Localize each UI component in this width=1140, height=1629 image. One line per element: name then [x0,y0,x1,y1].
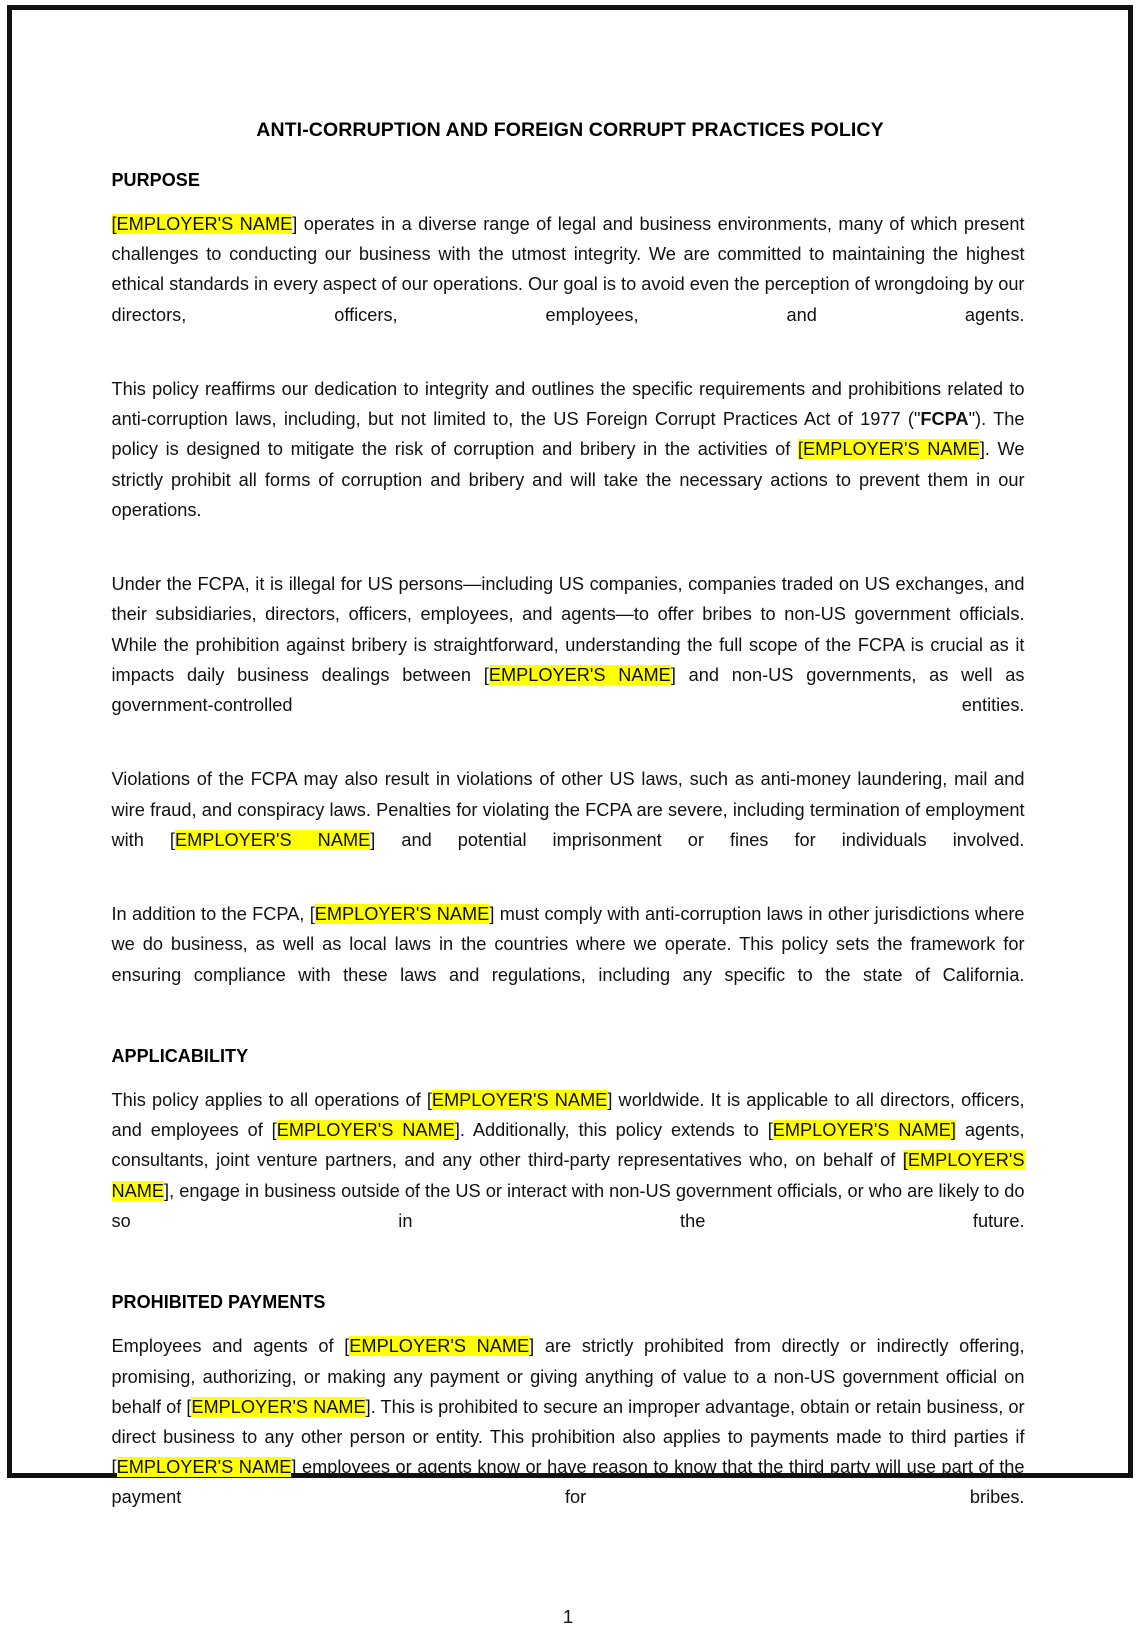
text-run: ] must comply with anti-corruption laws in other jurisdictions where we do business, as well as local laws in the countries where we operate. This policy sets the framework for ensuring compliance with these laws and regulations, including any specific to the state of California. [111,904,1025,985]
body-paragraph [112,750,1025,885]
employer-name-placeholder-highlight: EMPLOYER'S NAME [488,664,671,685]
document-page [12,10,1128,1627]
employer-name-placeholder-highlight: EMPLOYER'S NAME [314,904,490,925]
text-run: ] and non-US governments, as well as government-controlled entities. [111,664,1025,716]
body-paragraph [112,1071,1025,1266]
employer-name-placeholder-highlight: [EMPLOYER'S NAME [797,439,980,460]
employer-name-placeholder-highlight: [EMPLOYER'S NAME [111,1150,1025,1201]
page-title: ANTI-CORRUPTION AND FOREIGN CORRUPT PRACTICES POLICY [256,119,884,141]
text-run: ] operates in a diverse range of legal and business environments, many of which present challenges to conducting our business with the utmost integrity. We are committed to maintaining the highest ethical standards in every aspect of our operations. Our goal is to avoid even the perception of wrongdoing by our directors, officers, employees, and agents. [111,214,1025,325]
text-run: ] and potential imprisonment or fines for individuals involved. [370,829,1025,850]
body-paragraph [112,555,1025,750]
employer-name-placeholder-highlight: EMPLOYER'S NAME [191,1396,366,1417]
text-run: Under the FCPA, it is illegal for US persons—including US companies, companies traded on US exchanges, and their subsidiaries, directors, officers, employees, and agents—to offer bribes to non-US government officials. While the prohibition against bribery is straightforward, understanding the full scope of the FCPA is crucial as it impacts daily business dealings between [ [111,574,1025,685]
text-run: This policy reaffirms our dedication to integrity and outlines the specific requirements and prohibitions related to anti-corruption laws, including, but not limited to, the US Foreign Corrupt Practices Act of 1977 (" [111,379,1025,430]
text-run: ]. We strictly prohibit all forms of corruption and bribery and will take the necessary actions to prevent them in our operations. [111,439,1025,520]
text-run: ] worldwide. It is applicable to all directors, officers, and employees of [ [111,1090,1025,1141]
body-paragraph [112,885,1025,1020]
text-run: "). The policy is designed to mitigate the risk of corruption and bribery in the activities of [111,409,1025,460]
bold-term: FCPA [920,409,969,430]
text-run: ] employees or agents know or have reason to know that the third party will use part of the payment for bribes. [111,1457,1025,1508]
text-run: ] are strictly prohibited from directly or indirectly offering, promising, authorizing, or making any payment or giving anything of value to a non-US government official on behalf of [ [111,1336,1025,1417]
employer-name-placeholder-highlight: EMPLOYER'S NAME [431,1090,608,1111]
section-heading: PURPOSE [111,170,200,190]
text-run: In addition to the FCPA, [ [111,904,315,925]
text-run: ], engage in business outside of the US or interact with non-US government officials, or who are likely to do so in the future. [111,1180,1025,1231]
page-number: 1 [562,1605,574,1627]
employer-name-placeholder-highlight: [EMPLOYER'S NAME [111,214,293,234]
section-heading: PROHIBITED PAYMENTS [111,1292,326,1313]
text-run: Employees and agents of [ [111,1336,350,1357]
employer-name-placeholder-highlight: EMPLOYER'S NAME [174,829,371,850]
body-paragraph [112,1317,1025,1542]
body-paragraph [112,195,1025,360]
sections-container [112,144,1025,1543]
document-body [112,144,1025,1629]
section-heading: APPLICABILITY [111,1046,249,1067]
text-run: Violations of the FCPA may also result in violations of other US laws, such as anti-money laundering, mail and wire fraud, and conspiracy laws. Penalties for violating the FCPA are severe, including termination of employment with [ [111,769,1025,850]
text-run: ]. Additionally, this policy extends to [ [454,1120,773,1141]
body-paragraph [112,360,1025,555]
employer-name-placeholder-highlight: EMPLOYER'S NAME [276,1120,455,1141]
employer-name-placeholder-highlight: EMPLOYER'S NAME [116,1457,292,1478]
employer-name-placeholder-highlight: EMPLOYER'S NAME [349,1336,530,1357]
employer-name-placeholder-highlight: EMPLOYER'S NAME] [772,1120,956,1141]
text-run: This policy applies to all operations of [ [111,1090,432,1111]
text-run: ]. This is prohibited to secure an improper advantage, obtain or retain business, or direct business to any other person or entity. This prohibition also applies to payments made to third parties if [ [111,1396,1025,1478]
text-run: agents, consultants, joint venture partners, and any other third-party representatives who, on behalf of [111,1120,1025,1171]
document-page-border [7,5,1133,1627]
